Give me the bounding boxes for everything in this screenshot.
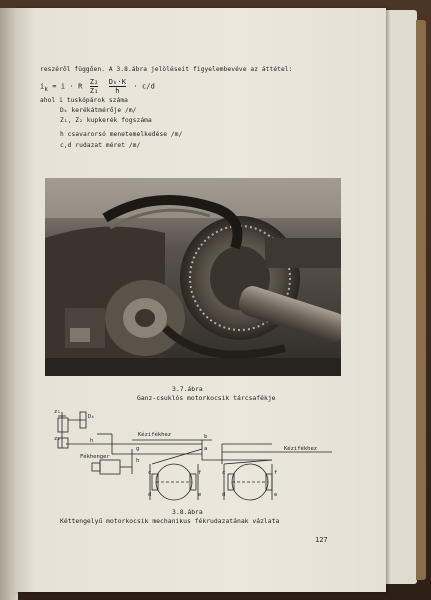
formula-tail: · c/d — [133, 82, 155, 91]
label-f1: f — [198, 470, 202, 476]
label-f2: f — [274, 470, 278, 476]
label-h1: h — [90, 438, 94, 444]
formula-rhs: = i · R — [52, 82, 83, 91]
label-g1: g — [136, 446, 140, 452]
definition-2: Z₁, Z₂ kupkerék fogszáma — [60, 117, 152, 124]
page-number: 127 — [315, 536, 328, 544]
label-d2: d — [222, 492, 226, 498]
label-dk: Dₖ — [88, 414, 95, 420]
intro-line: reszéről függően. A 3.8.ábra jelöléseit figyelembevéve az áttétel: — [40, 66, 293, 73]
formula-frac1 — [90, 78, 99, 95]
label-c1: c — [148, 470, 152, 476]
label-e2: e — [274, 492, 278, 498]
label-h2: h — [136, 458, 140, 464]
figure2-number: 3.8.ábra — [172, 508, 203, 516]
definition-1: Dₖ kerékátmérője /m/ — [60, 107, 137, 114]
disc-brake-illustration — [45, 178, 341, 376]
figure1-number: 3.7.ábra — [172, 385, 203, 393]
frac1-den: Z₁ — [89, 87, 99, 95]
label-d1: d — [148, 492, 152, 498]
disc-brake-photo — [45, 178, 341, 376]
page-stack-edges — [384, 10, 417, 584]
label-kezifek1: Kézifékhez — [138, 432, 172, 438]
formula-frac2 — [109, 78, 126, 95]
label-fekhenger: Fékhenger — [80, 454, 110, 460]
bookmark-tab — [416, 20, 426, 580]
formula — [40, 78, 155, 95]
frac1-num: Z₂ — [89, 78, 99, 86]
label-a1: a — [204, 446, 208, 452]
label-kezifek2: Kézifékhez — [284, 446, 318, 452]
formula-sub: k — [44, 86, 48, 93]
label-z1: z₁ — [54, 409, 61, 415]
figure1-title: Ganz-csuklós motorkocsik tárcsafékje — [137, 394, 276, 402]
definition-3: h csavarorsó menetemelkedése /m/ — [60, 131, 183, 138]
brake-linkage-diagram — [52, 404, 342, 504]
figure2-title: Kéttengelyű motorkocsik mechanikus fékrudazatának vázlata — [60, 517, 280, 525]
definition-ahol: ahol i tuskópárok száma — [40, 97, 128, 104]
label-e1: e — [198, 492, 202, 498]
frac2-den: h — [115, 87, 120, 95]
label-c2: c — [222, 470, 226, 476]
label-z2: z₂ — [54, 436, 61, 442]
label-b1: b — [204, 434, 208, 440]
formula-lhs: i — [40, 82, 45, 91]
definition-4: c,d rudazat méret /m/ — [60, 142, 141, 149]
frac2-num: Dₖ·K — [108, 78, 127, 86]
